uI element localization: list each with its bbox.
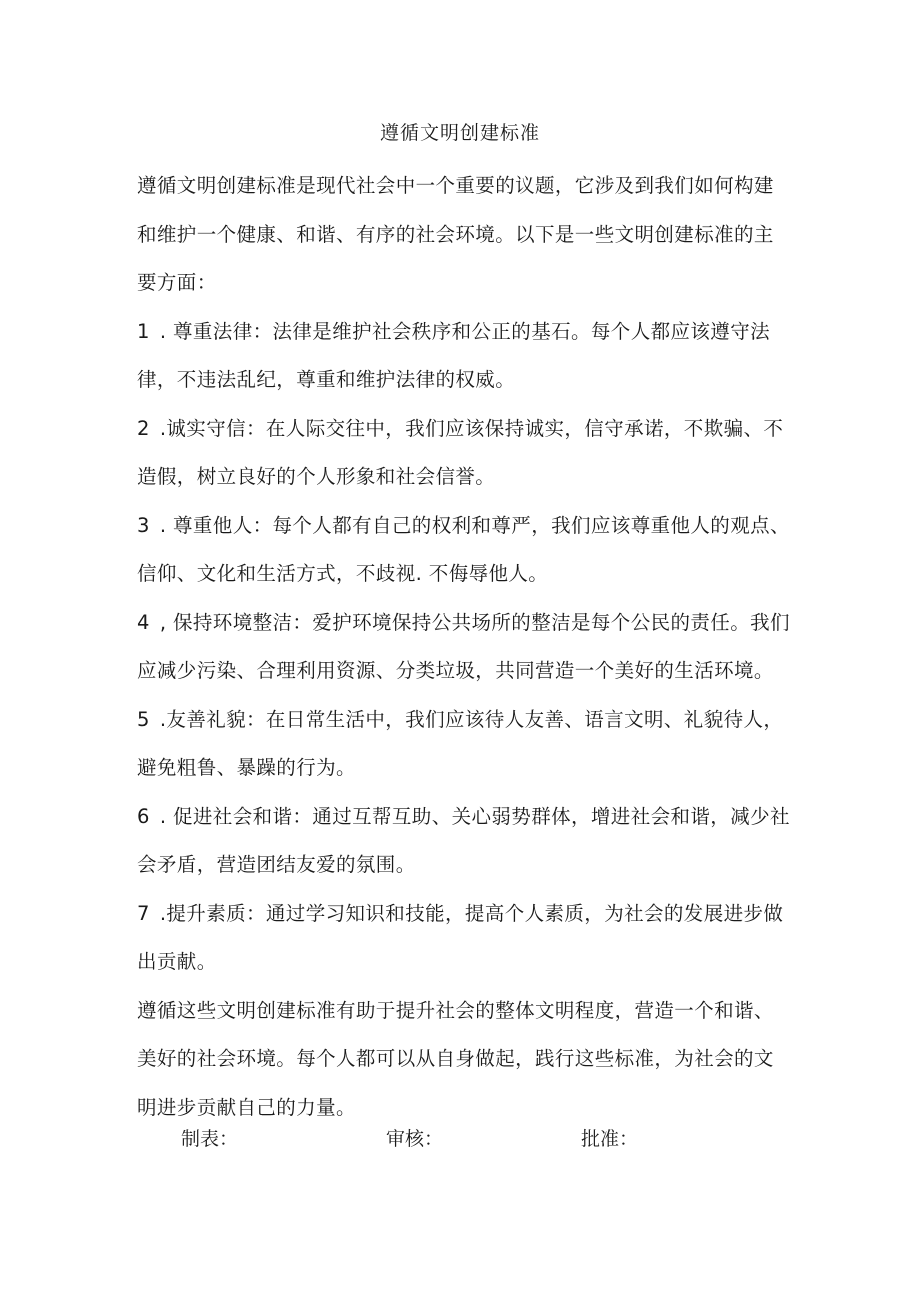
item-number: 4 bbox=[137, 610, 150, 634]
item-number: 2 bbox=[137, 416, 150, 440]
item-text: . 尊重法律：法律是维护社会秩序和公正的基石。每个人都应该遵守法律，不违法乱纪，尊重和维护法律的权威。 bbox=[137, 319, 771, 391]
signoff-row bbox=[0, 1124, 920, 1154]
item-text: .友善礼貌：在日常生活中，我们应该待人友善、语言文明、礼貌待人，避免粗鲁、暴躁的行为。 bbox=[137, 707, 784, 779]
item-number: 5 bbox=[137, 707, 150, 731]
item-text: , 保持环境整洁：爱护环境保持公共场所的整洁是每个公民的责任。我们应减少污染、合理利用资源、分类垃圾，共同营造一个美好的生活环境。 bbox=[137, 610, 790, 682]
list-item-2 bbox=[137, 405, 792, 502]
reviewed-by-label: 审核： bbox=[386, 1128, 444, 1150]
document-body bbox=[137, 162, 792, 1132]
intro-paragraph: 遵循文明创建标准是现代社会中一个重要的议题，它涉及到我们如何构建和维护一个健康、和谐、有序的社会环境。以下是一些文明创建标准的主要方面： bbox=[137, 174, 774, 294]
made-by-label: 制表： bbox=[181, 1128, 239, 1150]
item-number: 6 bbox=[137, 804, 150, 828]
item-text: .诚实守信：在人际交往中，我们应该保持诚实，信守承诺，不欺骗、不造假，树立良好的个人形象和社会信誉。 bbox=[137, 416, 784, 488]
item-number: 7 bbox=[137, 901, 150, 925]
conclusion-paragraph: 遵循这些文明创建标准有助于提升社会的整体文明程度，营造一个和谐、美好的社会环境。每个人都可以从自身做起，践行这些标准，为社会的文明进步贡献自己的力量。 bbox=[137, 998, 774, 1119]
item-number: 1 bbox=[137, 319, 150, 343]
list-item-6 bbox=[137, 793, 792, 890]
list-item-4 bbox=[137, 599, 792, 696]
list-item-3 bbox=[137, 502, 792, 599]
item-text: . 尊重他人：每个人都有自己的权利和尊严，我们应该尊重他人的观点、信仰、文化和生活方式，不歧视. 不侮辱他人。 bbox=[137, 513, 790, 585]
list-item-1 bbox=[137, 308, 792, 405]
item-text: . 促进社会和谐：通过互帮互助、关心弱势群体，增进社会和谐，减少社会矛盾，营造团结友爱的氛围。 bbox=[137, 804, 790, 876]
list-item-5 bbox=[137, 696, 792, 793]
list-item-7 bbox=[137, 890, 792, 987]
document-title: 遵循文明创建标准 bbox=[379, 122, 540, 144]
item-text: .提升素质：通过学习知识和技能，提高个人素质，为社会的发展进步做出贡献。 bbox=[137, 901, 784, 973]
approved-by-label: 批准： bbox=[581, 1128, 639, 1150]
item-number: 3 bbox=[137, 513, 150, 537]
